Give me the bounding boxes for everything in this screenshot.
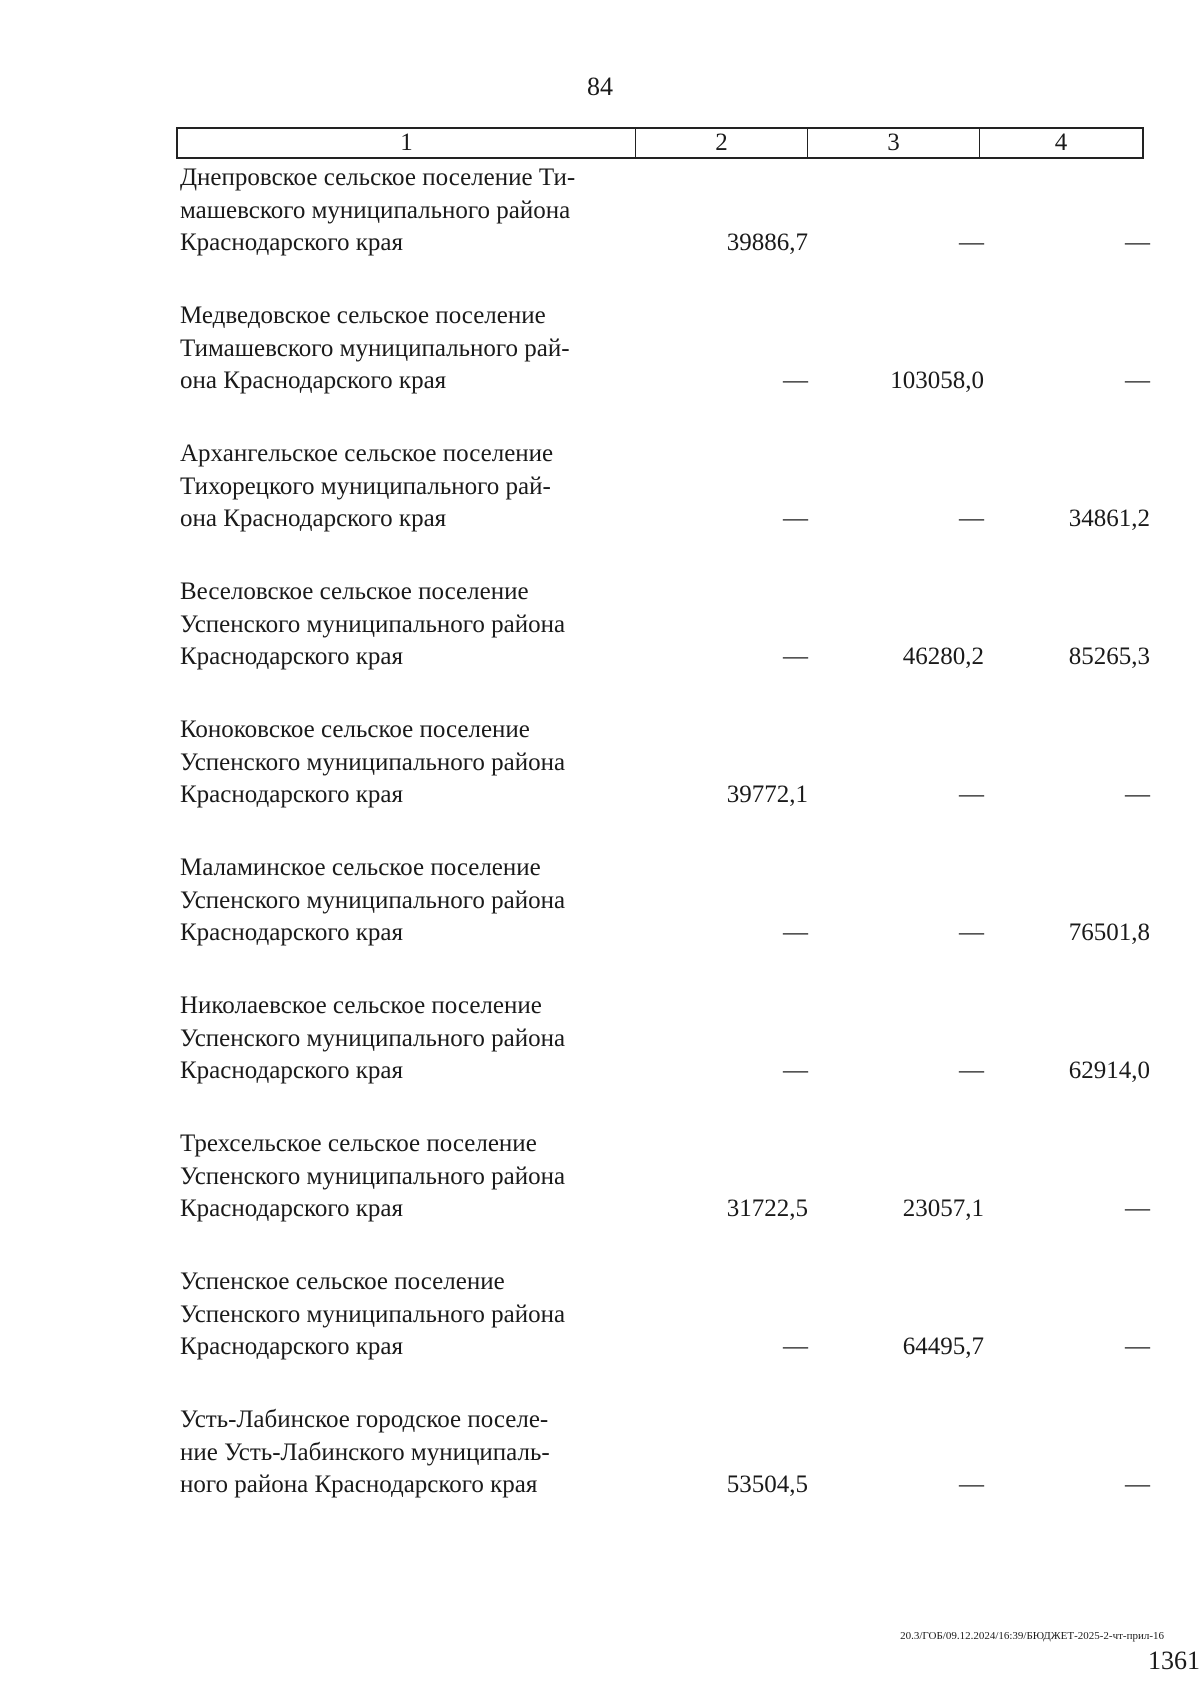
column-3-value: — [959,229,984,256]
settlement-name: Веселовское сельское поселение Успенского муниципального района Краснодарского края [180,578,566,670]
table-header [176,127,1144,159]
column-3-value: — [959,1471,984,1498]
column-4-value: 62914,0 [1068,1057,1150,1084]
settlement-name: Усть-Лабинское городское поселе- ние Усть-Лабинского муниципаль- ного района Краснодарского края [180,1406,550,1498]
column-2-value: — [783,643,808,670]
column-4-value: 34861,2 [1068,505,1150,532]
column-4-value: — [1125,781,1150,808]
column-4-value: — [1125,1195,1150,1222]
column-3-value: — [959,1057,984,1084]
column-3-value: — [959,781,984,808]
column-4-value: 85265,3 [1068,643,1150,670]
table-row [0,300,1200,438]
column-header-2: 2 [635,129,807,157]
column-header-3: 3 [807,129,979,157]
table-row [0,576,1200,714]
column-3-value: 46280,2 [902,643,984,670]
column-3-value: 64495,7 [902,1333,984,1360]
column-2-value: 39772,1 [726,781,808,808]
column-3-value: — [959,919,984,946]
column-3-value: 23057,1 [902,1195,984,1222]
settlement-name: Днепровское сельское поселение Ти- машевского муниципального района Краснодарского края [180,164,576,256]
column-2-value: — [783,1333,808,1360]
column-2-value: 53504,5 [726,1471,808,1498]
column-3-value: — [959,505,984,532]
table-row [0,714,1200,852]
table-row [0,1266,1200,1404]
settlement-name: Коноковское сельское поселение Успенского муниципального района Краснодарского края [180,716,566,808]
column-2-value: — [783,505,808,532]
sheet-number: 1361 [1148,1646,1200,1675]
column-3-value: 103058,0 [890,367,984,394]
column-header-1: 1 [400,129,413,156]
column-4-value: — [1125,1333,1150,1360]
table-row [0,852,1200,990]
table-row [0,1128,1200,1266]
column-2-value: 31722,5 [726,1195,808,1222]
column-4-value: — [1125,229,1150,256]
column-2-value: 39886,7 [726,229,808,256]
table-body [0,162,1200,1542]
settlement-name: Николаевское сельское поселение Успенского муниципального района Краснодарского края [180,992,566,1084]
settlement-name: Маламинское сельское поселение Успенского муниципального района Краснодарского края [180,854,566,946]
column-2-value: — [783,367,808,394]
table-row [0,162,1200,300]
column-header-4: 4 [979,129,1142,157]
column-4-value: 76501,8 [1068,919,1150,946]
settlement-name: Трехсельское сельское поселение Успенского муниципального района Краснодарского края [180,1130,566,1222]
column-4-value: — [1125,1471,1150,1498]
column-2-value: — [783,919,808,946]
page-number: 84 [587,72,613,101]
column-4-value: — [1125,367,1150,394]
settlement-name: Медведовское сельское поселение Тимашевского муниципального рай- она Краснодарского края [180,302,570,394]
document-code: 20.3/ГОБ/09.12.2024/16:39/БЮДЖЕТ-2025-2-чт-прил-16 [900,1630,1164,1642]
settlement-name: Архангельское сельское поселение Тихорецкого муниципального рай- она Краснодарского края [180,440,554,532]
settlement-name: Успенское сельское поселение Успенского муниципального района Краснодарского края [180,1268,566,1360]
column-2-value: — [783,1057,808,1084]
table-row [0,438,1200,576]
table-row [0,990,1200,1128]
table-row [0,1404,1200,1542]
